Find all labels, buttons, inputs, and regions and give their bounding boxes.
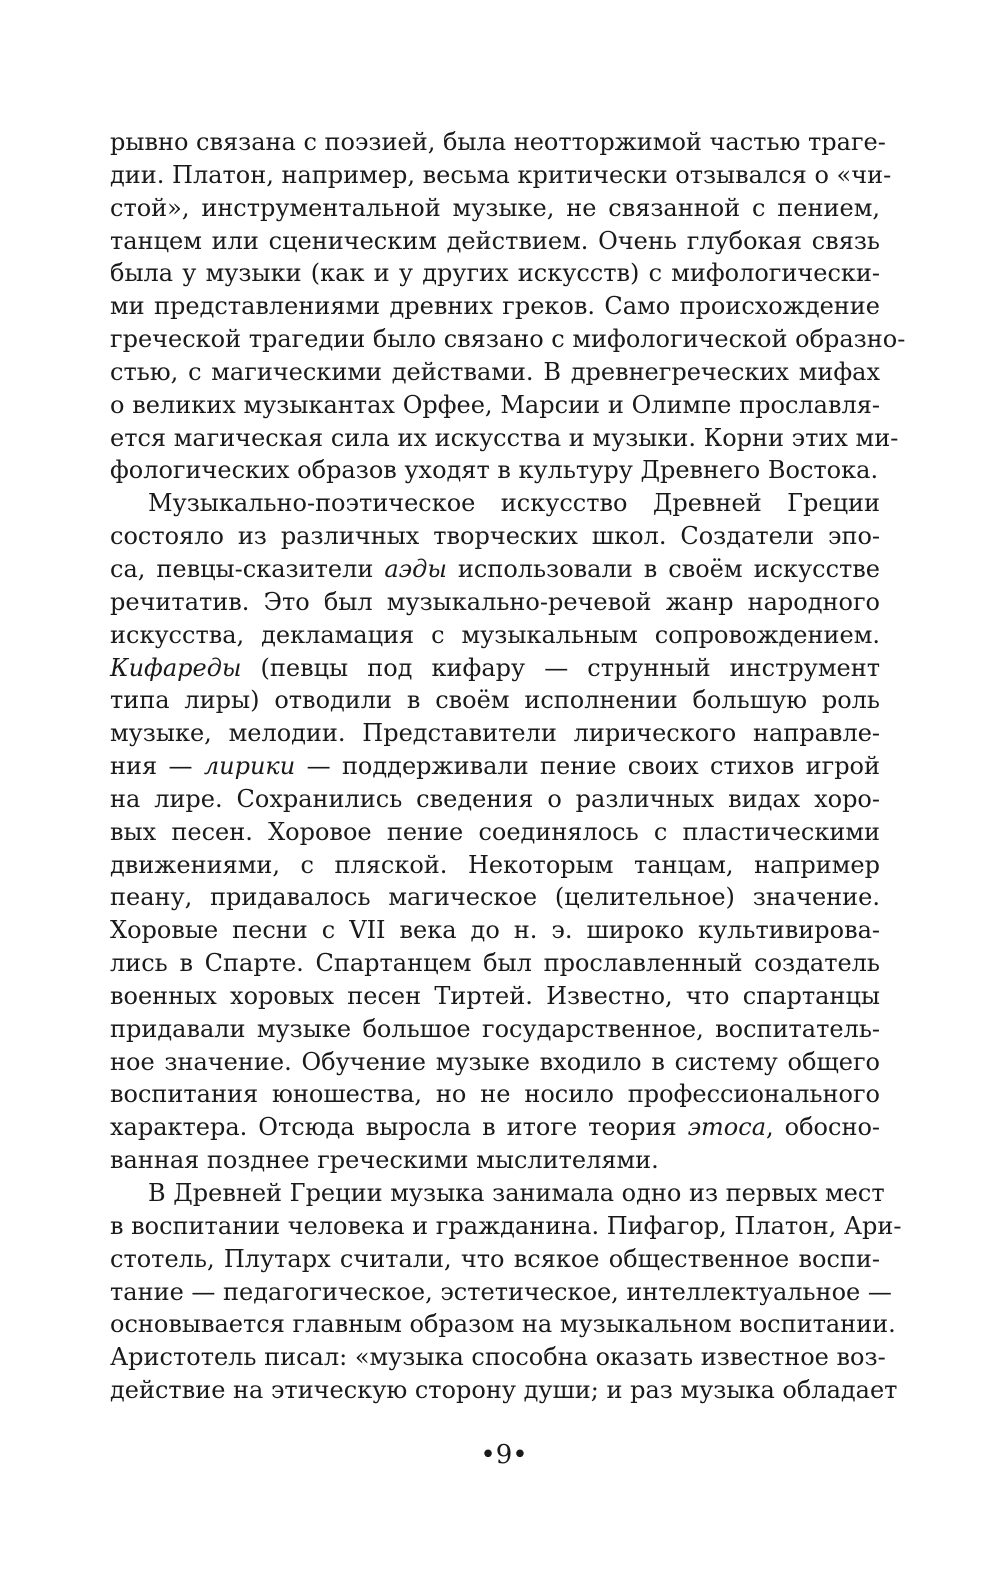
text-line bbox=[110, 849, 880, 882]
text-segment: о великих музыкантах Орфее, Марсии и Олимпе прославля- bbox=[110, 390, 880, 419]
text-segment: ется магическая сила их искусства и музыки. Корни этих ми- bbox=[110, 423, 899, 452]
text-segment: , обосно- bbox=[766, 1113, 880, 1142]
text-segment: использовали в своём искусстве bbox=[446, 554, 880, 583]
text-segment: состояло из различных творческих школ. Создатели эпо- bbox=[110, 522, 880, 551]
text-line bbox=[110, 257, 880, 290]
text-line bbox=[110, 389, 880, 422]
text-line bbox=[110, 1177, 885, 1210]
text-line bbox=[110, 159, 892, 192]
text-segment: была у музыки (как и у других искусств) с мифологически- bbox=[110, 259, 880, 288]
text-segment: стой», инструментальной музыке, не связанной с пением, bbox=[110, 193, 880, 222]
text-segment: придавали музыке большое государственное, воспитатель- bbox=[110, 1014, 880, 1043]
text-segment: танцем или сценическим действием. Очень глубокая связь bbox=[110, 226, 880, 255]
text-segment: ванная позднее греческими мыслителями. bbox=[110, 1146, 659, 1175]
text-line bbox=[110, 225, 880, 258]
italic-term: лирики bbox=[203, 752, 296, 781]
text-segment: ми представлениями древних греков. Само происхождение bbox=[110, 292, 880, 321]
text-line bbox=[110, 586, 880, 619]
text-line bbox=[110, 1013, 880, 1046]
text-line bbox=[110, 816, 880, 849]
text-segment: — поддерживали пение своих стихов игрой bbox=[295, 752, 880, 781]
text-line bbox=[110, 454, 880, 487]
text-segment: стью, с магическими действами. В древнегреческих мифах bbox=[110, 357, 880, 386]
text-line bbox=[110, 1374, 898, 1407]
text-line bbox=[110, 553, 880, 586]
text-line bbox=[110, 652, 880, 685]
page-number: •9• bbox=[480, 1440, 528, 1470]
text-segment: основывается главным образом на музыкальном воспитании. bbox=[110, 1310, 896, 1339]
text-segment: военных хоровых песен Тиртей. Известно, что спартанцы bbox=[110, 981, 880, 1010]
text-segment: на лире. Сохранились сведения о различных видах хоро- bbox=[110, 784, 880, 813]
text-segment: ное значение. Обучение музыке входило в систему общего bbox=[110, 1047, 880, 1076]
text-segment: дии. Платон, например, весьма критически отзывался о «чи- bbox=[110, 160, 892, 189]
text-line bbox=[110, 1210, 902, 1243]
text-segment: движениями, с пляской. Некоторым танцам, например bbox=[110, 850, 880, 879]
text-segment: лись в Спарте. Спартанцем был прославленный создатель bbox=[110, 949, 880, 978]
text-line bbox=[110, 192, 880, 225]
italic-term: этоса bbox=[687, 1113, 767, 1142]
text-line bbox=[110, 1276, 892, 1309]
text-line bbox=[110, 980, 880, 1013]
paragraph bbox=[110, 126, 906, 487]
text-segment: В Древней Греции музыка занимала одно из первых мест bbox=[148, 1179, 885, 1207]
text-line bbox=[110, 422, 899, 455]
text-line bbox=[110, 684, 880, 717]
text-line bbox=[110, 520, 880, 553]
paragraph bbox=[110, 1177, 902, 1407]
text-line bbox=[110, 1111, 880, 1144]
text-line bbox=[110, 1308, 896, 1341]
text-segment: Аристотель писал: «музыка способна оказать известное воз- bbox=[110, 1343, 886, 1372]
text-segment: фологических образов уходят в культуру Древнего Востока. bbox=[110, 456, 879, 485]
text-segment: речитатив. Это был музыкально-речевой жанр народного bbox=[110, 587, 880, 616]
text-segment: стотель, Плутарх считали, что всякое общественное воспи- bbox=[110, 1244, 880, 1273]
text-body bbox=[110, 126, 906, 1407]
paragraph bbox=[110, 487, 880, 1177]
text-segment: греческой трагедии было связано с мифологической образно- bbox=[110, 325, 906, 354]
text-line bbox=[110, 750, 880, 783]
text-line bbox=[110, 619, 880, 652]
text-segment: типа лиры) отводили в своём исполнении большую роль bbox=[110, 686, 880, 715]
text-segment: ния — bbox=[110, 752, 204, 781]
text-segment: музыке, мелодии. Представители лирического направле- bbox=[110, 719, 880, 748]
italic-term: Кифареды bbox=[110, 653, 242, 682]
text-line bbox=[110, 717, 880, 750]
text-segment: искусства, декламация с музыкальным сопровождением. bbox=[110, 620, 880, 649]
text-line bbox=[110, 914, 880, 947]
text-line bbox=[110, 783, 880, 816]
text-segment: характера. Отсюда выросла в итоге теория bbox=[110, 1113, 688, 1142]
text-segment: Музыкально-поэтическое искусство Древней Греции bbox=[148, 489, 880, 518]
text-line bbox=[110, 356, 880, 389]
text-line bbox=[110, 947, 880, 980]
text-segment: в воспитании человека и гражданина. Пифагор, Платон, Ари- bbox=[110, 1211, 902, 1240]
text-segment: пеану, придавалось магическое (целительное) значение. bbox=[110, 883, 880, 912]
text-segment: вых песен. Хоровое пение соединялось с пластическими bbox=[110, 817, 880, 846]
text-line bbox=[110, 126, 886, 159]
text-segment: са, певцы-сказители bbox=[110, 554, 385, 583]
text-line bbox=[110, 1341, 886, 1374]
text-line bbox=[110, 1046, 880, 1079]
text-line bbox=[110, 1144, 880, 1177]
text-segment: Хоровые песни с VII века до н. э. широко культивирова- bbox=[110, 916, 880, 945]
text-line bbox=[110, 487, 880, 520]
text-line bbox=[110, 1243, 880, 1276]
text-segment: рывно связана с поэзией, была неотторжимой частью траге- bbox=[110, 128, 886, 156]
text-line bbox=[110, 290, 880, 323]
text-segment: воспитания юношества, но не носило профессионального bbox=[110, 1080, 880, 1109]
text-line bbox=[110, 323, 906, 356]
text-segment: действие на этическую сторону души; и раз музыка обладает bbox=[110, 1376, 898, 1405]
text-segment: тание — педагогическое, эстетическое, интеллектуальное — bbox=[110, 1277, 892, 1306]
text-line bbox=[110, 881, 880, 914]
text-segment: (певцы под кифару — струнный инструмент bbox=[241, 653, 880, 682]
italic-term: аэды bbox=[384, 554, 447, 583]
text-line bbox=[110, 1078, 880, 1111]
